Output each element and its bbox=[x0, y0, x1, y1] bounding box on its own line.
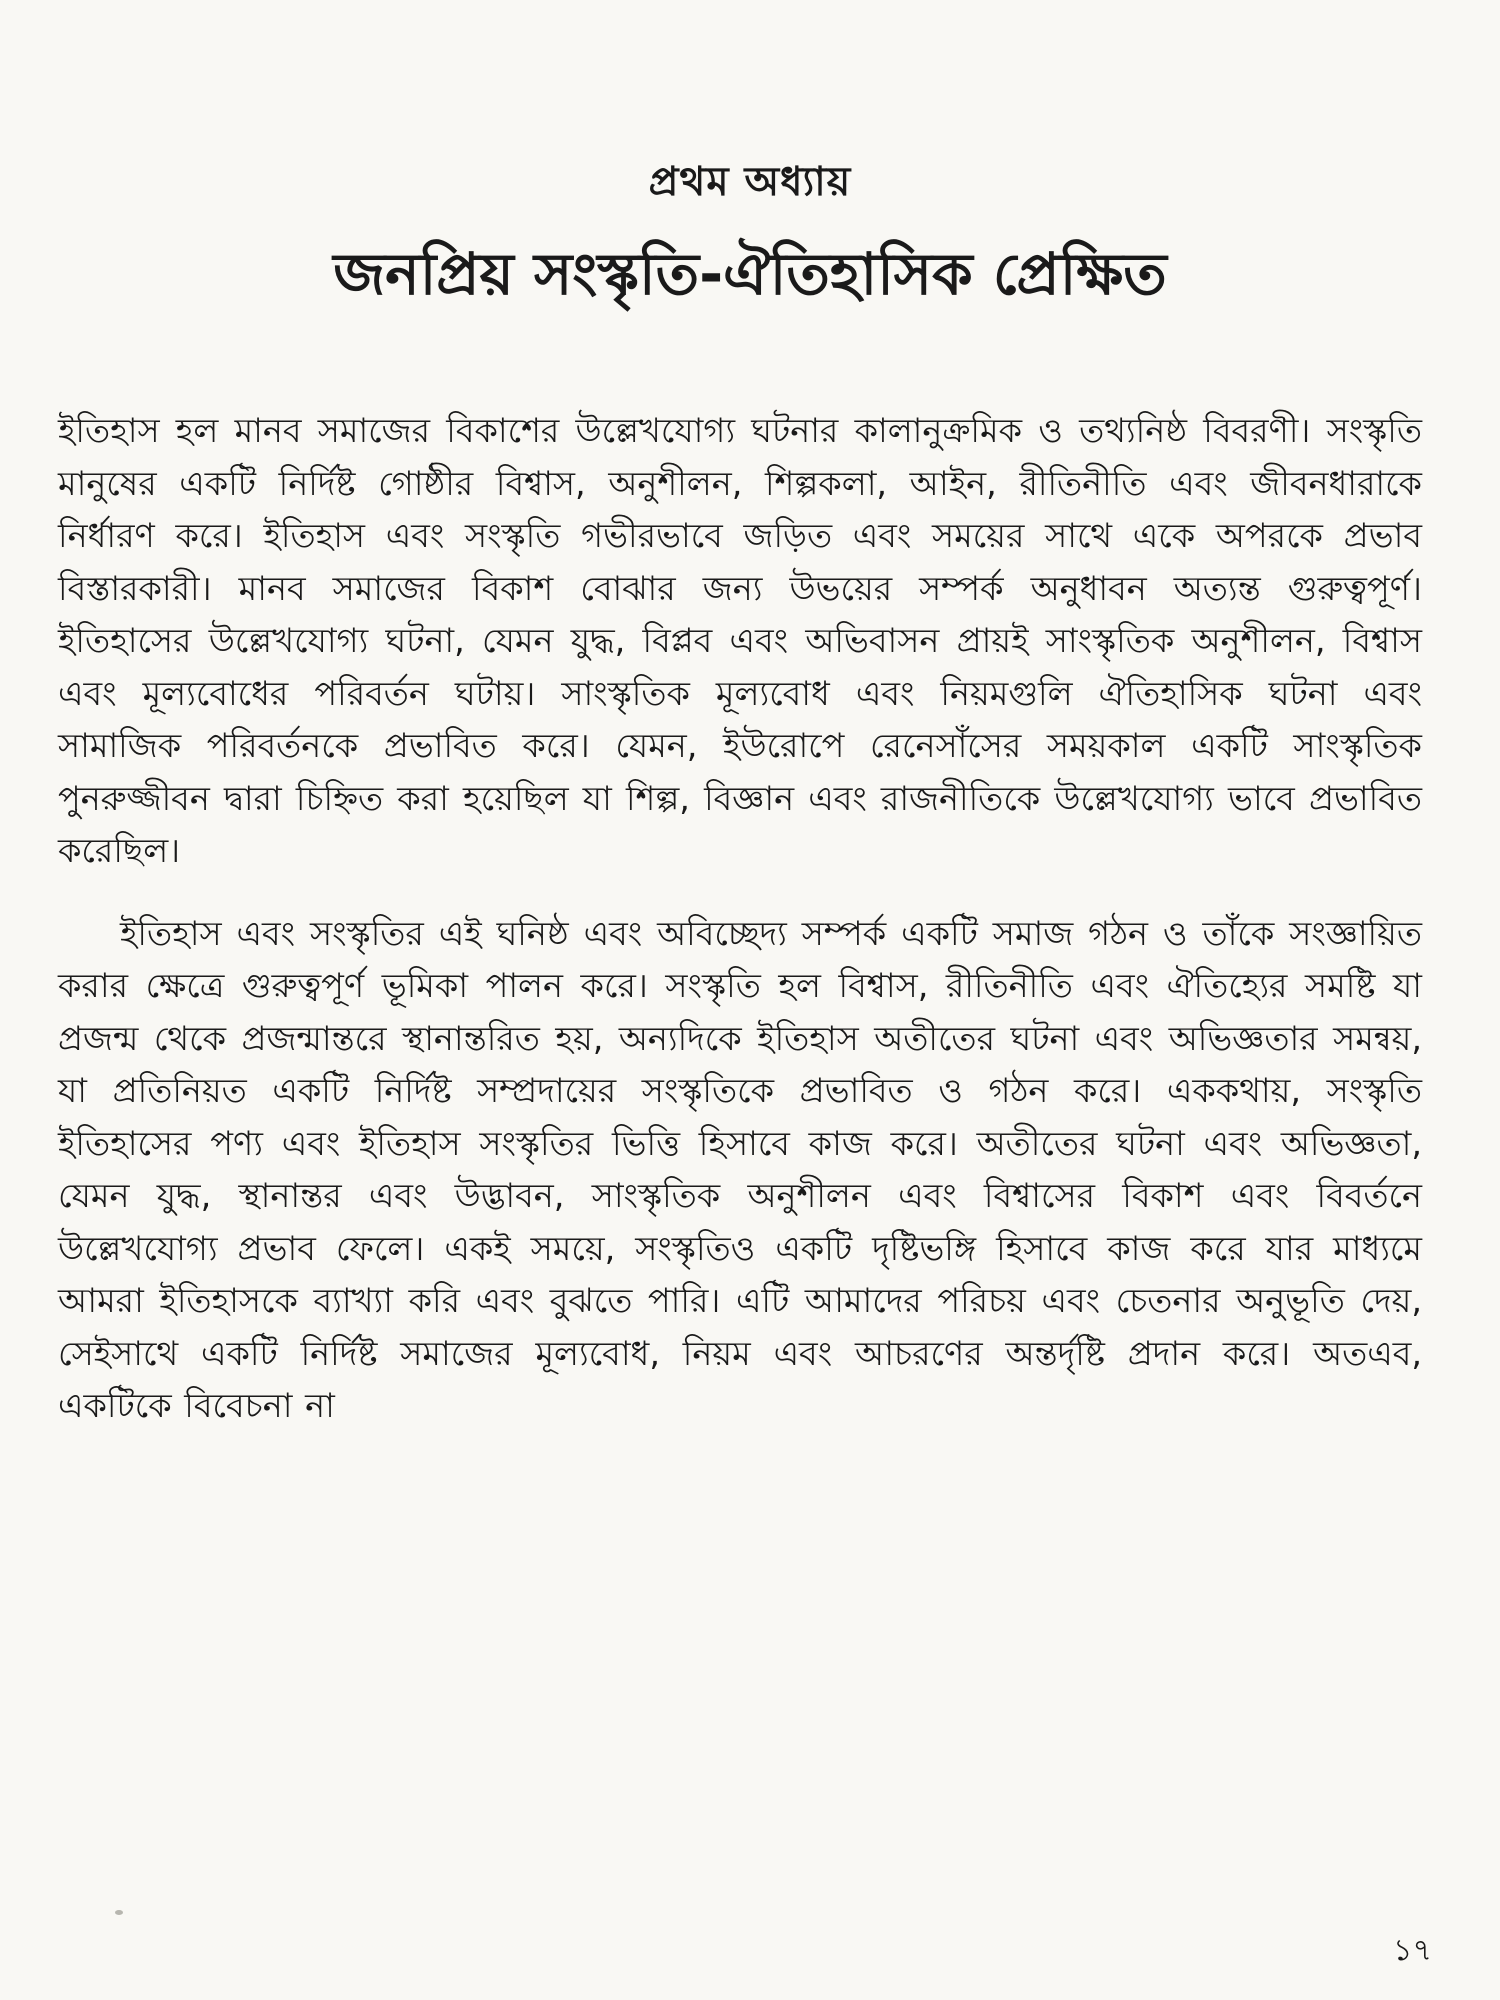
chapter-label: প্রথম অধ্যায় bbox=[648, 159, 852, 205]
paragraph-2: ইতিহাস এবং সংস্কৃতির এই ঘনিষ্ঠ এবং অবিচ্ছেদ্য সম্পর্ক একটি সমাজ গঠন ও তাঁকে সংজ্ঞায়িত করার ক্ষেত্রে গুরুত্বপূর্ণ ভূমিকা পালন করে। সংস্কৃতি হল বিশ্বাস, রীতিনীতি এবং ঐতিহ্যের সমষ্টি যা প্রজন্ম থেকে প্রজন্মান্তরে স্থানান্তরিত হয়, অন্যদিকে ইতিহাস অতীতের ঘটনা এবং অভিজ্ঞতার সমন্বয়, যা প্রতিনিয়ত একটি নির্দিষ্ট সম্প্রদায়ের সংস্কৃতিকে প্রভাবিত ও গঠন করে। এককথায়, সংস্কৃতি ইতিহাসের পণ্য এবং ইতিহাস সংস্কৃতির ভিত্তি হিসাবে কাজ করে। অতীতের ঘটনা এবং অভিজ্ঞতা, যেমন যুদ্ধ, স্থানান্তর এবং উদ্ভাবন, সাংস্কৃতিক অনুশীলন এবং বিশ্বাসের বিকাশ এবং বিবর্তনে উল্লেখযোগ্য প্রভাব ফেলে। একই সময়ে, সংস্কৃতিও একটি দৃষ্টিভঙ্গি হিসাবে কাজ করে যার মাধ্যমে আমরা ইতিহাসকে ব্যাখ্যা করি এবং বুঝতে পারি। এটি আমাদের পরিচয় এবং চেতনার অনুভূতি দেয়, সেইসাথে একটি নির্দিষ্ট সমাজের মূল্যবোধ, নিয়ম এবং আচরণের অন্তর্দৃষ্টি প্রদান করে। অতএব, একটিকে বিবেচনা না bbox=[58, 913, 1422, 1425]
body-text bbox=[58, 405, 1422, 1433]
chapter-title: জনপ্রিয় সংস্কৃতি-ঐতিহাসিক প্রেক্ষিত bbox=[333, 240, 1167, 308]
print-smudge bbox=[115, 1910, 123, 1915]
page-number: ১৭ bbox=[1393, 1933, 1432, 1968]
paragraph-1: ইতিহাস হল মানব সমাজের বিকাশের উল্লেখযোগ্য ঘটনার কালানুক্রমিক ও তথ্যনিষ্ঠ বিবরণী। সংস্কৃতি মানুষের একটি নির্দিষ্ট গোষ্ঠীর বিশ্বাস, অনুশীলন, শিল্পকলা, আইন, রীতিনীতি এবং জীবনধারাকে নির্ধারণ করে। ইতিহাস এবং সংস্কৃতি গভীরভাবে জড়িত এবং সময়ের সাথে একে অপরকে প্রভাব বিস্তারকারী। মানব সমাজের বিকাশ বোঝার জন্য উভয়ের সম্পর্ক অনুধাবন অত্যন্ত গুরুত্বপূর্ণ। ইতিহাসের উল্লেখযোগ্য ঘটনা, যেমন যুদ্ধ, বিপ্লব এবং অভিবাসন প্রায়ই সাংস্কৃতিক অনুশীলন, বিশ্বাস এবং মূল্যবোধের পরিবর্তন ঘটায়। সাংস্কৃতিক মূল্যবোধ এবং নিয়মগুলি ঐতিহাসিক ঘটনা এবং সামাজিক পরিবর্তনকে প্রভাবিত করে। যেমন, ইউরোপে রেনেসাঁসের সময়কাল একটি সাংস্কৃতিক পুনরুজ্জীবন দ্বারা চিহ্নিত করা হয়েছিল যা শিল্প, বিজ্ঞান এবং রাজনীতিকে উল্লেখযোগ্য ভাবে প্রভাবিত করেছিল। bbox=[58, 411, 1422, 870]
